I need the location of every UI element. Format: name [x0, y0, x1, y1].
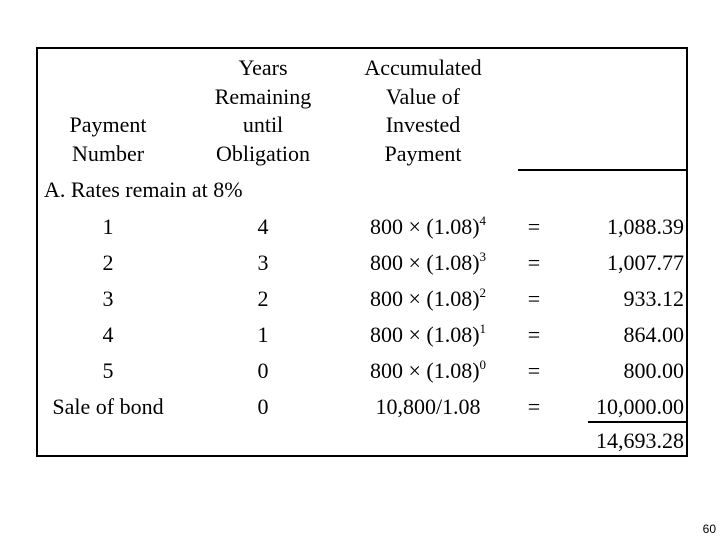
header-col1-line2: Number [71, 140, 145, 166]
row6-payment: Sale of bond [52, 394, 164, 419]
row5-equals: = [527, 358, 541, 383]
row2-payment: 2 [102, 250, 114, 275]
header-col3-line3: Invested [385, 112, 461, 137]
row3-equals: = [527, 286, 541, 311]
row2-formula [338, 249, 518, 280]
row6-equals: = [527, 394, 541, 419]
header-col1-line1: Payment [69, 112, 147, 137]
row2-equals: = [527, 250, 541, 275]
row2-years: 3 [257, 250, 269, 275]
row1-years: 4 [257, 214, 269, 239]
header-col3-line4: Payment [384, 140, 462, 166]
header-accumulated-value [333, 54, 513, 168]
row3-years: 2 [257, 286, 269, 311]
table-frame [36, 47, 688, 457]
row5-years: 0 [257, 358, 269, 383]
total-value: 14,693.28 [596, 428, 684, 453]
header-col3-line1: Accumulated [364, 55, 482, 80]
sum-rule [588, 421, 688, 423]
row4-formula-base: 800 × (1.08) [369, 322, 480, 347]
row4-formula-exp: 1 [479, 321, 487, 336]
header-payment-number [38, 111, 178, 168]
row3-payment: 3 [102, 286, 114, 311]
row6-years: 0 [257, 394, 269, 419]
header-years-remaining [188, 54, 338, 168]
row5-payment: 5 [102, 358, 114, 383]
row2-formula-exp: 3 [479, 249, 487, 264]
row4-payment: 4 [102, 322, 114, 347]
row1-formula-exp: 4 [479, 213, 487, 228]
row1-formula-base: 800 × (1.08) [369, 214, 480, 239]
row3-value: 933.12 [623, 286, 684, 311]
row1-formula [338, 213, 518, 244]
row5-formula-base: 800 × (1.08) [369, 358, 480, 383]
header-col3-line2: Value of [386, 83, 460, 109]
row1-equals: = [527, 214, 541, 239]
header-col2-line2: Remaining [214, 83, 312, 109]
row6-formula: 10,800/1.08 [375, 394, 481, 419]
row3-formula-base: 800 × (1.08) [369, 286, 480, 311]
row4-equals: = [527, 322, 541, 347]
header-col2-line4: Obligation [215, 140, 311, 166]
page-number: 60 [702, 522, 716, 536]
row1-payment: 1 [102, 214, 114, 239]
row2-value: 1,007.77 [607, 250, 684, 275]
header-col2-line3: until [242, 112, 284, 137]
row5-value: 800.00 [623, 358, 684, 383]
header-rule [518, 169, 688, 171]
row5-formula-exp: 0 [479, 357, 487, 372]
row6-value: 10,000.00 [596, 394, 684, 419]
row3-formula-exp: 2 [479, 285, 487, 300]
section-label: A. Rates remain at 8% [44, 177, 243, 202]
row4-formula [338, 321, 518, 352]
row3-formula [338, 285, 518, 316]
row4-value: 864.00 [623, 322, 684, 347]
row2-formula-base: 800 × (1.08) [369, 250, 480, 275]
row5-formula [338, 357, 518, 388]
header-col2-line1: Years [238, 55, 288, 80]
row1-value: 1,088.39 [607, 214, 684, 239]
row4-years: 1 [257, 322, 269, 347]
